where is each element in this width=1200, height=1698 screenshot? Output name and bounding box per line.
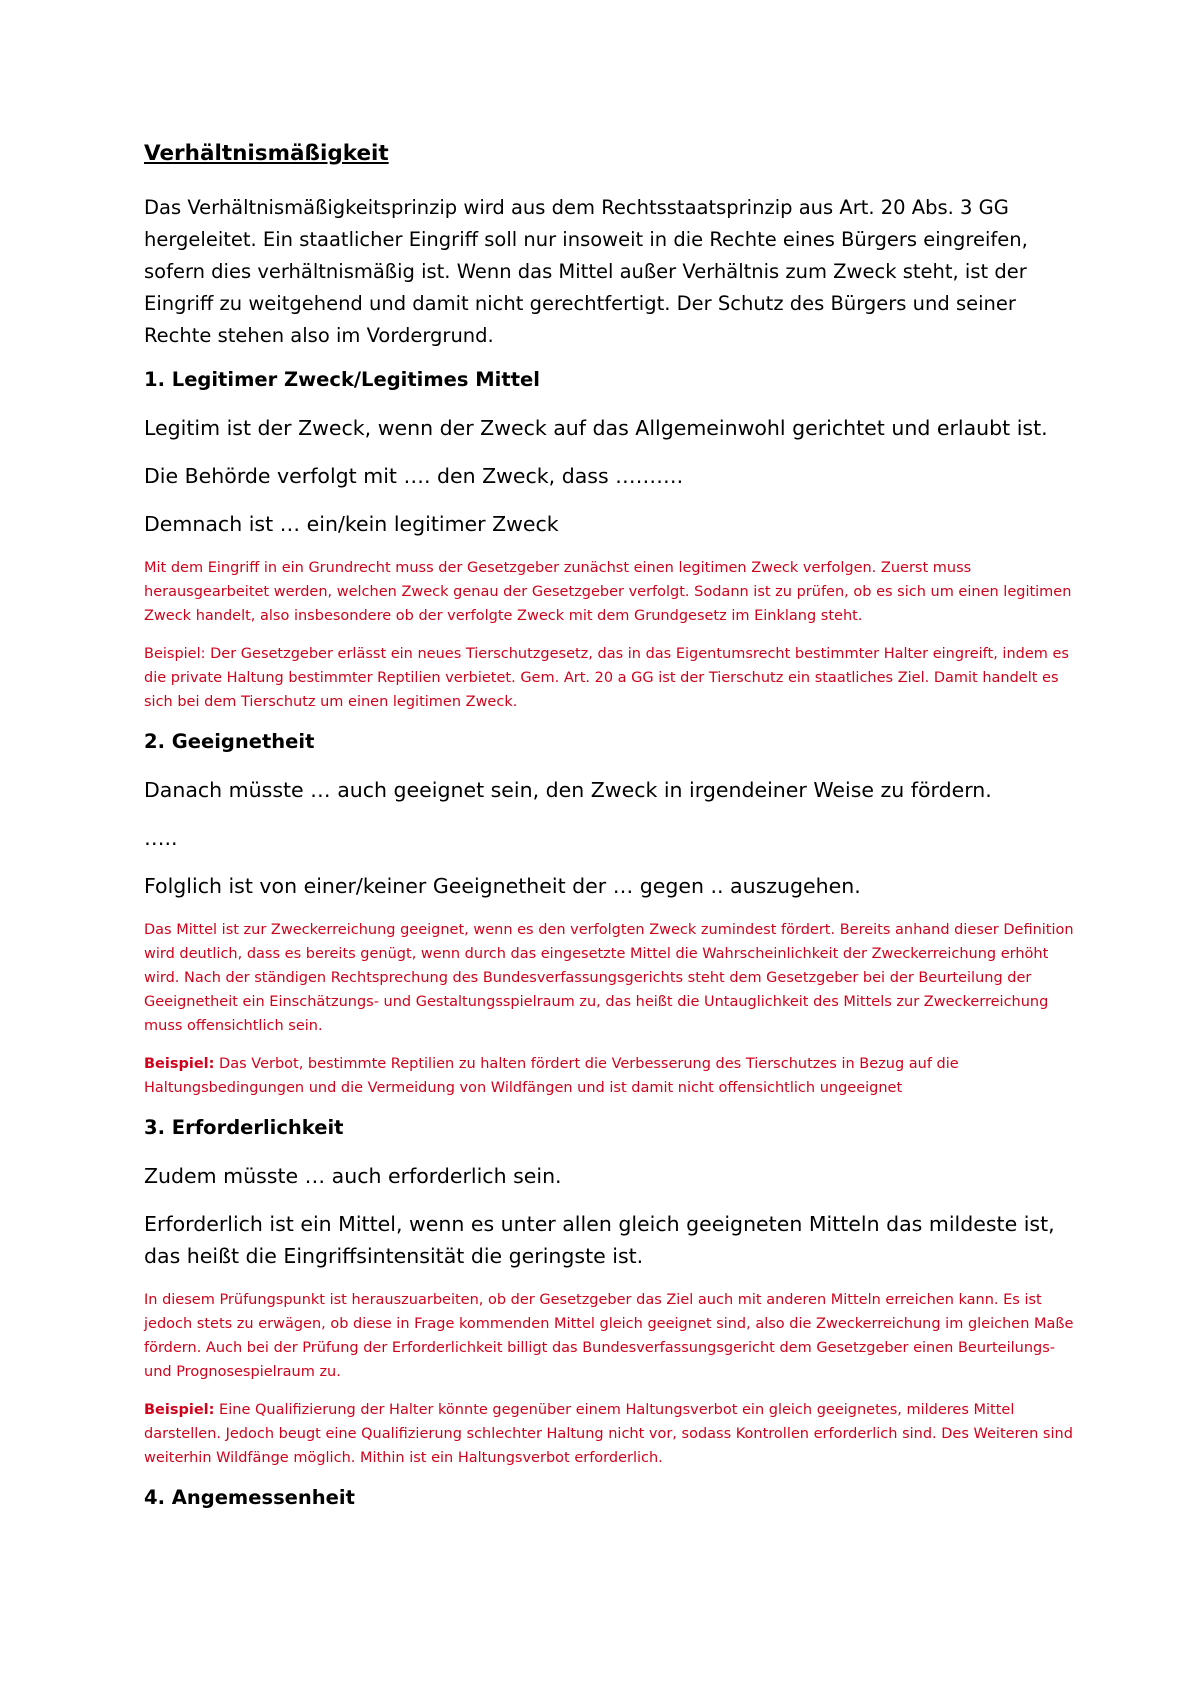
- section-2-example-text: Das Verbot, bestimmte Reptilien zu halten fördert die Verbesserung des Tierschutzes in Bezug auf die Haltungsbedingungen und die Vermeidung von Wildfängen und ist damit nicht offensichtlich ungeeignet: [144, 1055, 959, 1096]
- section-2-placeholder: …..: [144, 825, 178, 850]
- section-1-template-line: Die Behörde verfolgt mit …. den Zweck, dass ……….: [144, 463, 684, 488]
- section-3-heading: 3. Erforderlichkeit: [144, 1115, 344, 1139]
- section-2-definition: Danach müsste … auch geeignet sein, den Zweck in irgendeiner Weise zu fördern.: [144, 777, 992, 802]
- document-content: [144, 140, 1074, 1530]
- section-2-example-label: Beispiel:: [144, 1055, 215, 1072]
- section-2-heading: 2. Geeignetheit: [144, 729, 315, 753]
- section-3-note: In diesem Prüfungspunkt ist herauszuarbeiten, ob der Gesetzgeber das Ziel auch mit anderen Mitteln erreichen kann. Es ist jedoch stets zu erwägen, ob diese in Frage kommenden Mittel gleich geeignet sind, also die Zweckerreichung im gleichen Maße fördern. Auch bei der Prüfung der Erforderlichkeit billigt das Bundesverfassungsgericht dem Gesetzgeber einen Beurteilungs- und Prognosespielraum zu.: [144, 1291, 1074, 1380]
- section-1-definition: Legitim ist der Zweck, wenn der Zweck auf das Allgemeinwohl gerichtet und erlaubt ist.: [144, 415, 1048, 440]
- section-3-example-text: Eine Qualifizierung der Halter könnte gegenüber einem Haltungsverbot ein gleich geeignetes, milderes Mittel darstellen. Jedoch beugt eine Qualifizierung schlechter Haltung nicht vor, sodass Kontrollen erforderlich sind. Des Weiteren sind weiterhin Wildfänge möglich. Mithin ist ein Haltungsverbot erforderlich.: [144, 1401, 1073, 1466]
- section-4-heading: 4. Angemessenheit: [144, 1485, 355, 1509]
- section-2-example: [144, 1052, 1074, 1100]
- intro-paragraph: Das Verhältnismäßigkeitsprinzip wird aus dem Rechtsstaatsprinzip aus Art. 20 Abs. 3 GG hergeleitet. Ein staatlicher Eingriff soll nur insoweit in die Rechte eines Bürgers eingreifen, sofern dies verhältnismäßig ist. Wenn das Mittel außer Verhältnis zum Zweck steht, ist der Eingriff zu weitgehend und damit nicht gerechtfertigt. Der Schutz des Bürgers und seiner Rechte stehen also im Vordergrund.: [144, 195, 1028, 347]
- section-1-conclusion: Demnach ist … ein/kein legitimer Zweck: [144, 511, 559, 536]
- section-2-conclusion: Folglich ist von einer/keiner Geeignetheit der … gegen .. auszugehen.: [144, 873, 861, 898]
- document-title: Verhältnismäßigkeit: [144, 141, 389, 166]
- section-1-note: Mit dem Eingriff in ein Grundrecht muss der Gesetzgeber zunächst einen legitimen Zweck verfolgen. Zuerst muss herausgearbeitet werden, welchen Zweck genau der Gesetzgeber verfolgt. Sodann ist zu prüfen, ob es sich um einen legitimen Zweck handelt, also insbesondere ob der verfolgte Zweck mit dem Grundgesetz im Einklang steht.: [144, 559, 1072, 624]
- section-1-heading: 1. Legitimer Zweck/Legitimes Mittel: [144, 367, 540, 391]
- section-3-definition: Erforderlich ist ein Mittel, wenn es unter allen gleich geeigneten Mitteln das mildeste ist, das heißt die Eingriffsintensität die geringste ist.: [144, 1211, 1055, 1268]
- section-2-note: Das Mittel ist zur Zweckerreichung geeignet, wenn es den verfolgten Zweck zumindest fördert. Bereits anhand dieser Definition wird deutlich, dass es bereits genügt, wenn durch das eingesetzte Mittel die Wahrscheinlichkeit der Zweckerreichung erhöht wird. Nach der ständigen Rechtsprechung des Bundesverfassungsgerichts steht dem Gesetzgeber bei der Beurteilung der Geeignetheit ein Einschätzungs- und Gestaltungsspielraum zu, das heißt die Untauglichkeit des Mittels zur Zweckerreichung muss offensichtlich sein.: [144, 921, 1074, 1034]
- section-3-example: [144, 1398, 1074, 1470]
- section-3-example-label: Beispiel:: [144, 1401, 215, 1418]
- section-1-example: Beispiel: Der Gesetzgeber erlässt ein neues Tierschutzgesetz, das in das Eigentumsrecht bestimmter Halter eingreift, indem es die private Haltung bestimmter Reptilien verbietet. Gem. Art. 20 a GG ist der Tierschutz ein staatliches Ziel. Damit handelt es sich bei dem Tierschutz um einen legitimen Zweck.: [144, 645, 1069, 710]
- section-3-line: Zudem müsste … auch erforderlich sein.: [144, 1163, 562, 1188]
